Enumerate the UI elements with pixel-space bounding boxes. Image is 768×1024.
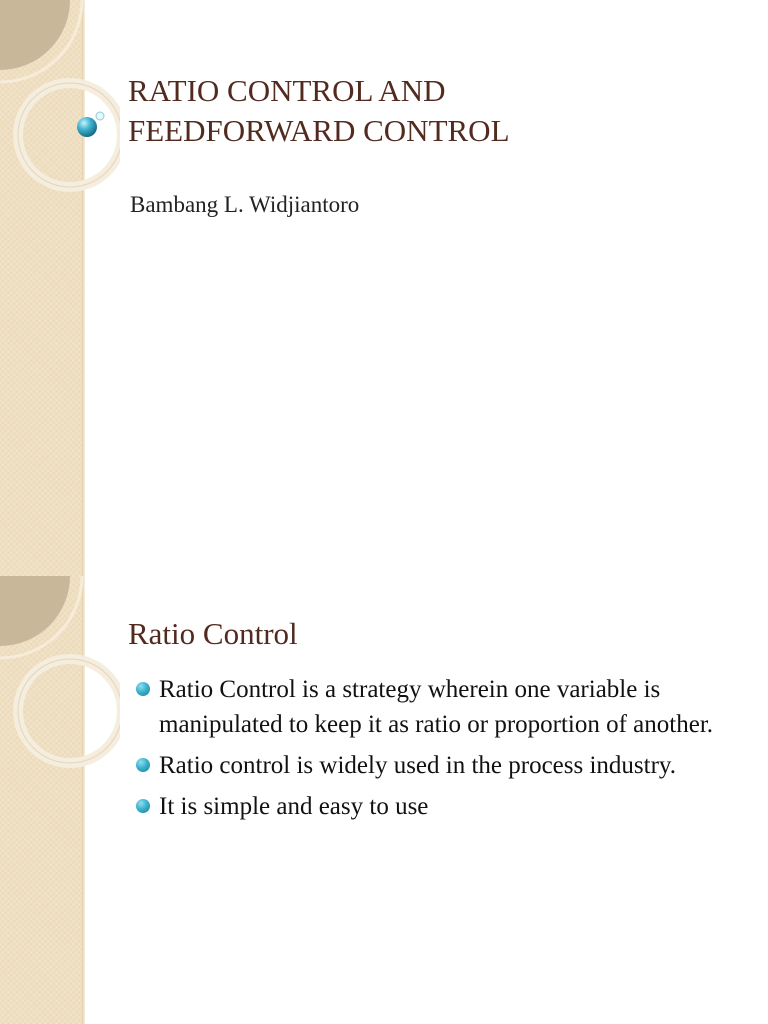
bullet-dot-icon [136, 682, 150, 696]
slide-title: Ratio Control [128, 616, 298, 651]
slide-title: RATIO CONTROL AND FEEDFORWARD CONTROL [128, 73, 510, 148]
bullet-item [134, 748, 744, 783]
bullet-text: It is simple and easy to use [159, 793, 429, 820]
bullet-item [134, 672, 744, 742]
ring-circles-decoration-icon [0, 576, 120, 776]
bullet-dot-icon [136, 799, 150, 813]
bullet-text: Ratio control is widely used in the process industry. [159, 752, 677, 779]
bullet-dot-icon [136, 758, 150, 772]
content-slide [0, 576, 768, 1024]
author-name: Bambang L. Widjiantoro [130, 192, 360, 217]
bullet-list [134, 672, 744, 830]
ring-circles-decoration-icon [0, 0, 120, 200]
bullet-text: Ratio Control is a strategy wherein one variable is manipulated to keep it as ratio or proportion of another. [159, 676, 714, 738]
bullet-item [134, 789, 744, 824]
